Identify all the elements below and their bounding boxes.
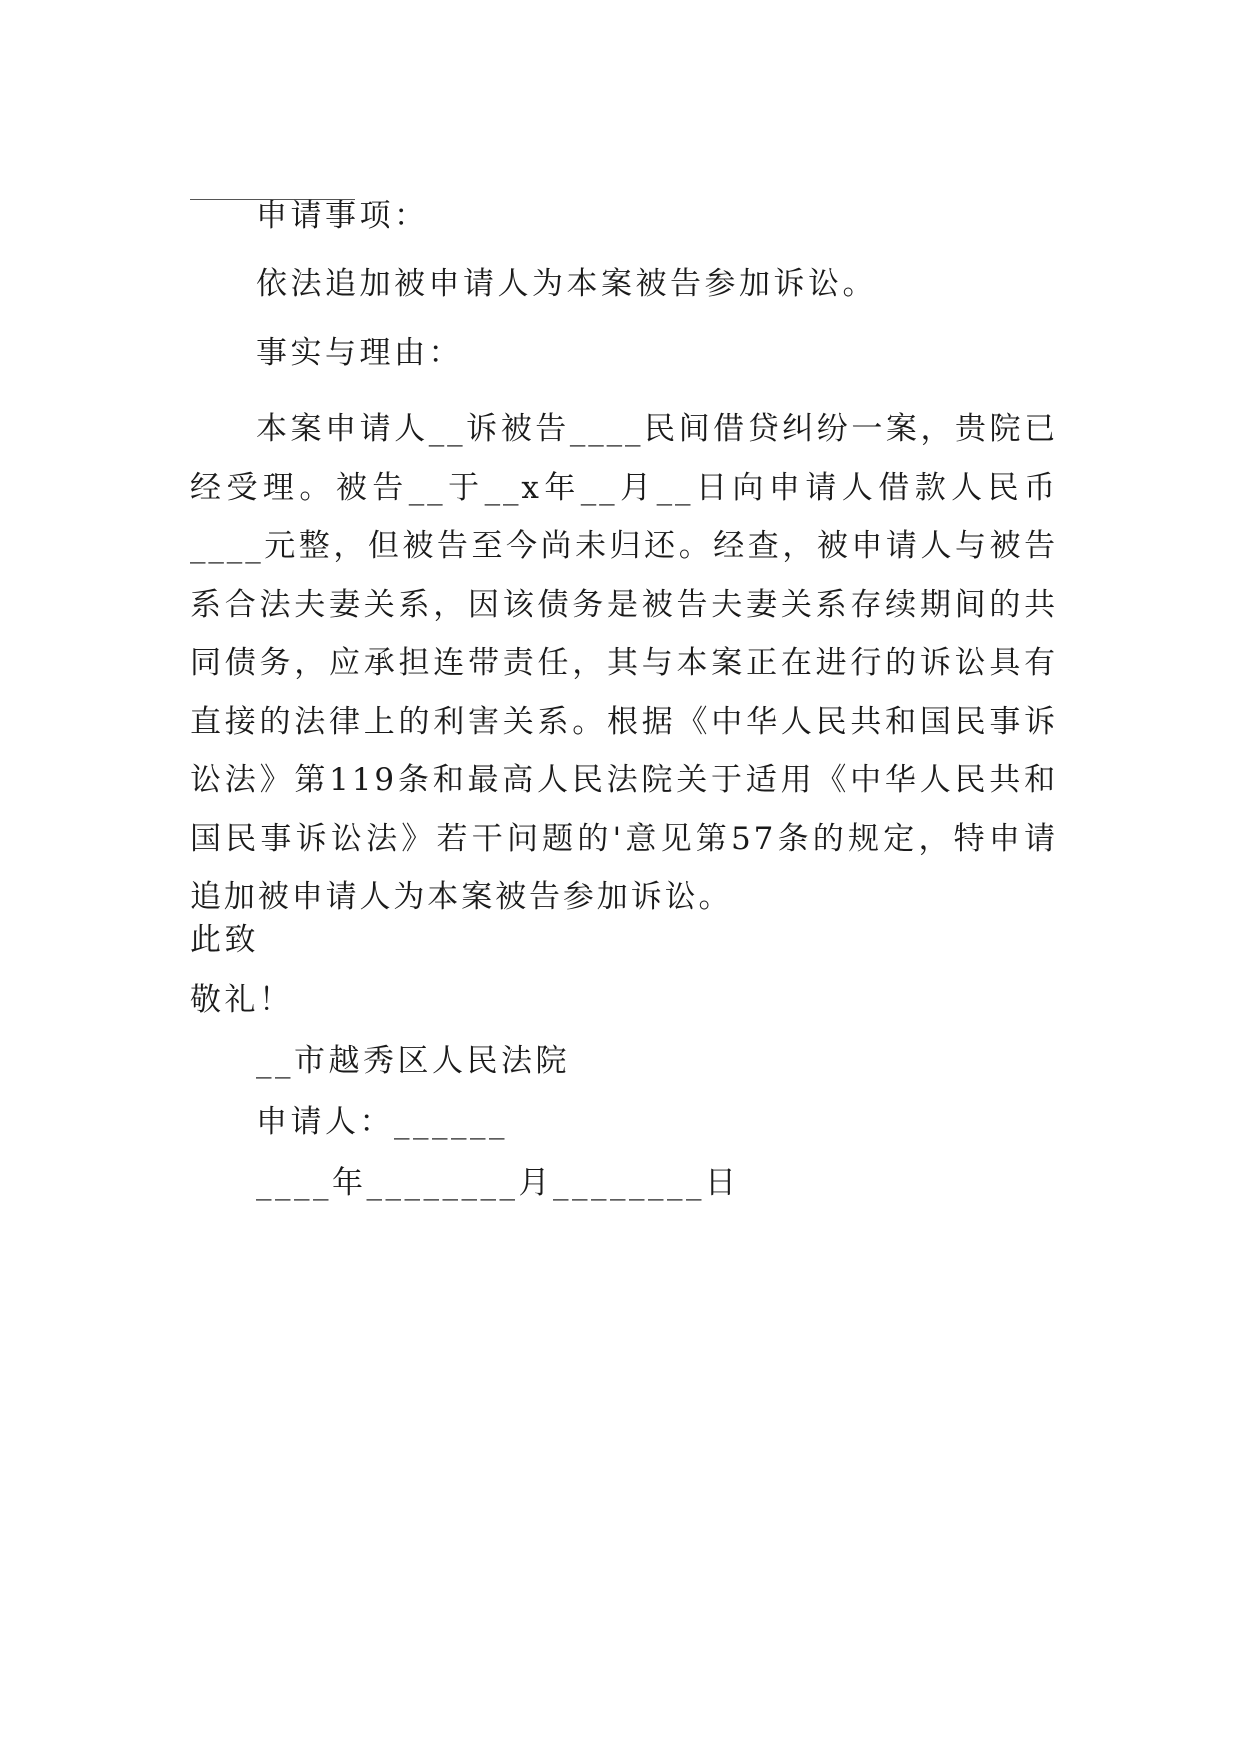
application-item-text: 依法追加被申请人为本案被告参加诉讼。 xyxy=(256,266,877,302)
closing-salutation: 此致 xyxy=(190,922,259,958)
facts-paragraph: 本案申请人__诉被告____民间借贷纠纷一案，贵院已经受理。被告__于__x年__月__日向申请人借款人民币____元整，但被告至今尚未归还。经查，被申请人与被告系合法夫妻关系，因该债务是被告夫妻关系存续期间的共同债务，应承担连带责任，其与本案正在进行的诉讼具有直接的法律上的利害关系。根据《中华人民共和国民事诉讼法》第119条和最高人民法院关于适用《中华人民共和国民事诉讼法》若干问题的'意见第57条的规定，特申请追加被申请人为本案被告参加诉讼。 xyxy=(190,411,1058,915)
date-line: ____年________月________日 xyxy=(256,1165,740,1201)
applicant-signature-line: 申请人：______ xyxy=(256,1104,508,1140)
court-name: __市越秀区人民法院 xyxy=(256,1043,570,1079)
heading-facts-reasons: 事实与理由： xyxy=(256,335,463,371)
closing-regards: 敬礼！ xyxy=(190,982,294,1018)
heading-application-items: 申请事项： xyxy=(256,198,429,234)
